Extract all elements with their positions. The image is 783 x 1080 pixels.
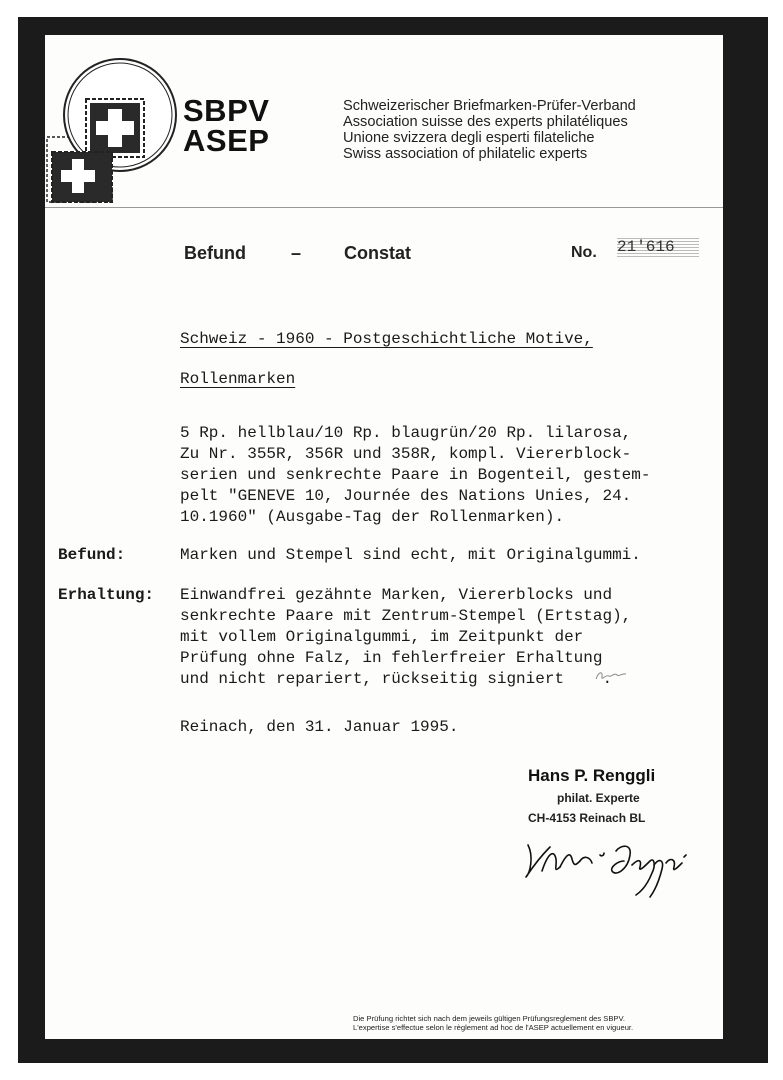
description-line-4: pelt "GENEVE 10, Journée des Nations Unies, 24. [180, 487, 632, 505]
number-label: No. [571, 244, 597, 261]
description-line-2: Zu Nr. 355R, 356R und 358R, kompl. Viererblock- [180, 445, 632, 463]
subject-line-2: Rollenmarken [180, 370, 296, 388]
handwritten-signature-icon [520, 825, 700, 900]
title-constat: Constat [344, 243, 411, 263]
erhaltung-line-3: mit vollem Originalgummi, im Zeitpunkt der [180, 628, 584, 646]
footer-notice [353, 1014, 633, 1032]
certificate-number: 21'616 [617, 238, 699, 258]
erhaltung-line-1: Einwandfrei gezähnte Marken, Viererblocks und [180, 586, 613, 604]
sbpv-logo-icon [42, 57, 182, 207]
subject-line-1: Schweiz - 1960 - Postgeschichtliche Motive, [180, 330, 593, 348]
description-line-1: 5 Rp. hellblau/10 Rp. blaugrün/20 Rp. lilarosa, [180, 424, 632, 442]
erhaltung-line-5: und nicht repariert, rückseitig signiert . [180, 670, 613, 688]
bottom-edge [18, 1043, 768, 1063]
association-en: Swiss association of philatelic experts [343, 146, 588, 162]
association-it: Unione svizzera degli esperti filateliche [343, 130, 595, 146]
title-befund: Befund [184, 243, 246, 263]
association-fr: Association suisse des experts philatéliques [343, 114, 628, 130]
erhaltung-line-2: senkrechte Paare mit Zentrum-Stempel (Ertstag), [180, 607, 632, 625]
association-names [343, 98, 636, 162]
initials-signature-icon [594, 668, 630, 684]
expert-title: philat. Experte [557, 791, 640, 805]
title-dash: – [291, 243, 302, 263]
befund-text: Marken und Stempel sind echt, mit Originalgummi. [180, 546, 641, 564]
footer-line-de: Die Prüfung richtet sich nach dem jeweils gültigen Prüfungsreglement des SBPV. [353, 1014, 625, 1023]
erhaltung-line-4: Prüfung ohne Falz, in fehlerfreier Erhaltung [180, 649, 603, 667]
expert-address: CH-4153 Reinach BL [528, 811, 646, 825]
association-de: Schweizerischer Briefmarken-Prüfer-Verband [343, 98, 636, 114]
brand-asep: ASEP [183, 123, 270, 158]
description-line-3: serien und senkrechte Paare in Bogenteil, gestem- [180, 466, 651, 484]
brand-sbpv: SBPV [183, 93, 270, 128]
header-divider [45, 207, 723, 208]
place-date: Reinach, den 31. Januar 1995. [180, 718, 459, 736]
description-line-5: 10.1960" (Ausgabe-Tag der Rollenmarken). [180, 508, 565, 526]
erhaltung-label: Erhaltung: [58, 586, 155, 604]
brand-name [183, 93, 270, 158]
befund-label: Befund: [58, 546, 126, 564]
expert-name: Hans P. Renggli [528, 766, 656, 785]
footer-line-fr: L'expertise s'effectue selon le règlement ad hoc de l'ASEP actuellement en vigueur. [353, 1023, 634, 1032]
